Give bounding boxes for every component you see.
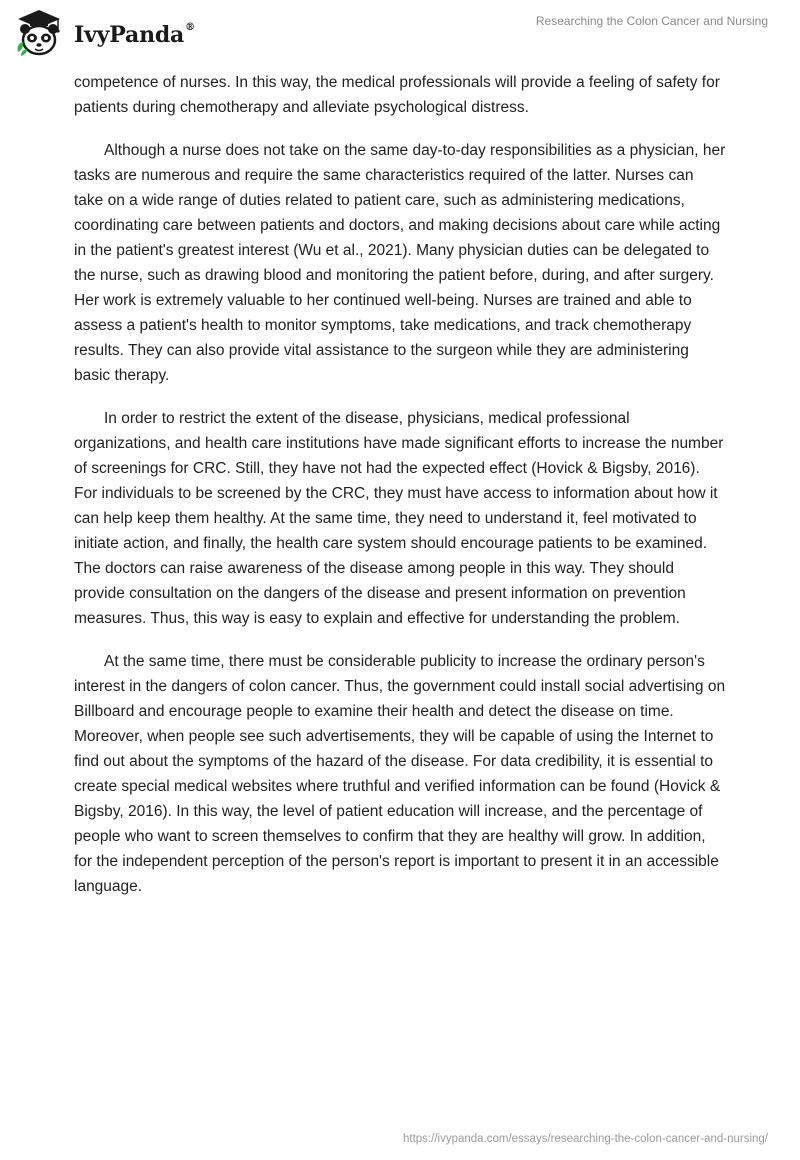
paragraph-3: In order to restrict the extent of the disease, physicians, medical professional organizations, and health care institutions have made significant efforts to increase the number of screenings for CRC. Still, they have not had the expected effect (Hovick & Bigsby, 2016). For individuals to be screened by the CRC, they must have access to information about how it can help keep them healthy. At the same time, they need to understand it, feel motivated to initiate action, and finally, the health care system should encourage patients to be examined. The doctors can raise awareness of the disease among people in this way. They should provide consultation on the dangers of the disease and present information on prevention measures. Thus, this way is easy to explain and effective for understanding the problem.	[74, 410, 724, 627]
paragraph-1: competence of nurses. In this way, the medical professionals will provide a feeling of safety for patients during chemotherapy and alleviate psychological distress.	[74, 74, 720, 116]
source-url[interactable]: https://ivypanda.com/essays/researching-the-colon-cancer-and-nursing/	[403, 1133, 768, 1145]
ivypanda-logo[interactable]	[14, 8, 195, 58]
logo-wordmark	[74, 22, 195, 48]
logo-name: IvyPanda	[74, 22, 185, 48]
essay-body	[74, 70, 726, 917]
document-title: Researching the Colon Cancer and Nursing	[535, 14, 768, 28]
panda-graduate-icon	[14, 8, 64, 58]
page-header	[0, 0, 800, 70]
registered-mark: ®	[185, 21, 195, 33]
paragraph-2: Although a nurse does not take on the same day-to-day responsibilities as a physician, her tasks are numerous and require the same characteristics required of the latter. Nurses can take on a wide range of duties related to patient care, such as administering medications, coordinating care between patients and doctors, and making decisions about care while acting in the patient's greatest interest (Wu et al., 2021). Many physician duties can be delegated to the nurse, such as drawing blood and monitoring the patient before, during, and after surgery. Her work is extremely valuable to her continued well-being. Nurses are trained and able to assess a patient's health to monitor symptoms, take medications, and track chemotherapy results. They can also provide vital assistance to the surgeon while they are administering basic therapy.	[74, 142, 726, 384]
paragraph-4: At the same time, there must be considerable publicity to increase the ordinary person's interest in the dangers of colon cancer. Thus, the government could install social advertising on Billboard and encourage people to examine their health and detect the disease on time. Moreover, when people see such advertisements, they will be capable of using the Internet to find out about the symptoms of the hazard of the disease. For data credibility, it is essential to create special medical websites where truthful and verified information can be found (Hovick & Bigsby, 2016). In this way, the level of patient education will increase, and the percentage of people who want to screen themselves to confirm that they are healthy will grow. In addition, for the independent perception of the person's report is important to present it in an accessible language.	[74, 653, 726, 895]
